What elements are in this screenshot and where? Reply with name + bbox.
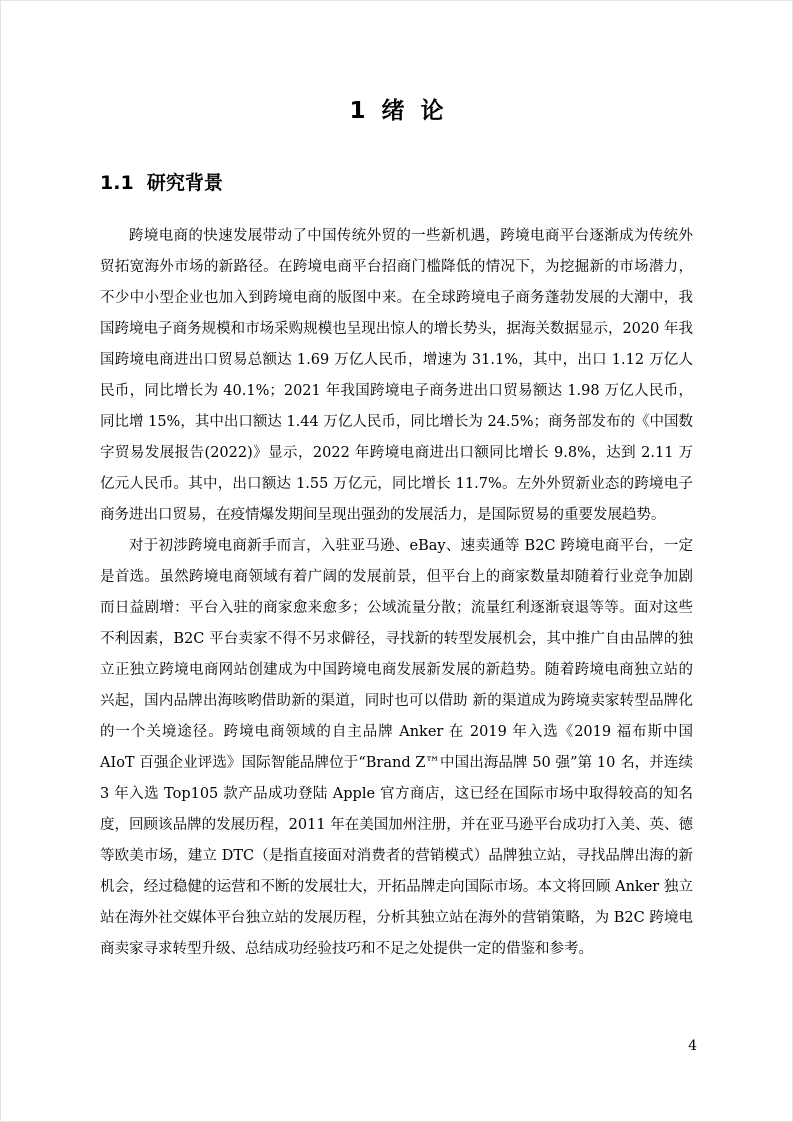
section-heading: 1.1 研究背景 bbox=[100, 172, 223, 194]
page-number: 4 bbox=[688, 1038, 697, 1054]
chapter-title: 1 绪 论 bbox=[349, 98, 444, 124]
paragraph-research-background-1: 跨境电商的快速发展带动了中国传统外贸的一些新机遇，跨境电商平台逐渐成为传统外贸拓宽海外市场的新路径。在跨境电商平台招商门槛降低的情况下，为挖掘新的市场潜力，不少中小型企业也加入到跨境电商的版图中来。在全球跨境电子商务蓬勃发展的大潮中，我国跨境电子商务规模和市场采购规模也呈现出惊人的增长势头，据海关数据显示，2020 年我国跨境电商进出口贸易总额达 1.69 万亿人民币，增速为 31.1%，其中，出口 1.12 万亿人民币，同比增长为 40.1%；2021 年我国跨境电子商务进出口贸易额达 1.98 万亿人民币，同比增 15%，其中出口额达 1.44 万亿人民币，同比增长为 24.5%；商务部发布的《中国数字贸易发展报告(2022)》显示，2022 年跨境电商进出口额同比增长 9.8%，达到 2.11 万亿元人民币。其中，出口额达 1.55 万亿元，同比增长 11.7%。左外外贸新业态的跨境电子商务进出口贸易，在疫情爆发期间呈现出强劲的发展活力，是国际贸易的重要发展趋势。 bbox=[100, 228, 694, 523]
body-text bbox=[100, 221, 693, 965]
paragraph-research-background-2: 对于初涉跨境电商新手而言，入驻亚马逊、eBay、速卖通等 B2C 跨境电商平台，一定是首选。虽然跨境电商领域有着广阔的发展前景，但平台上的商家数量却随着行业竞争加剧而日益剧增：平台入驻的商家愈来愈多；公域流量分散；流量红利逐渐衰退等等。面对这些不利因素，B2C 平台卖家不得不另求僻径，寻找新的转型发展机会，其中推广自由品牌的独立正独立跨境电商网站创建成为中国跨境电商发展新发展的新趋势。随着跨境电商独立站的兴起，国内品牌出海咳哟借助新的渠道，同时也可以借助 新的渠道成为跨境卖家转型品牌化的一个关境途径。跨境电商领域的自主品牌 Anker 在 2019 年入选《2019 福布斯中国 AIoT 百强企业评选》国际智能品牌位于“Brand Z™中国出海品牌 50 强”第 10 名，并连续 3 年入选 Top105 款产品成功登陆 Apple 官方商店，这已经在国际市场中取得较高的知名度，回顾该品牌的发展历程，2011 年在美国加州注册，并在亚马逊平台成功打入美、英、德等欧美市场，建立 DTC（是指直接面对消费者的营销模式）品牌独立站，寻找品牌出海的新机会，经过稳健的运营和不断的发展壮大，开拓品牌走向国际市场。本文将回顾 Anker 独立站在海外社交媒体平台独立站的发展历程，分析其独立站在海外的营销策略，为 B2C 跨境电商卖家寻求转型升级、总结成功经验技巧和不足之处提供一定的借鉴和参考。 bbox=[100, 538, 693, 957]
page-content bbox=[100, 0, 693, 965]
